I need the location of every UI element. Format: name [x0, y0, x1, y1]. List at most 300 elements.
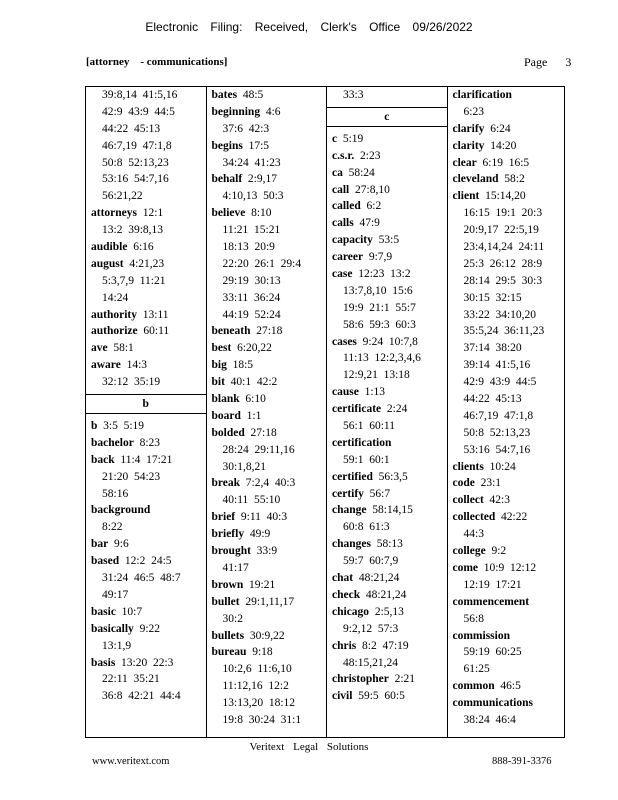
index-term: clear: [452, 156, 477, 169]
index-term: bullet: [211, 595, 240, 608]
index-term: august: [91, 257, 124, 270]
index-term: client: [452, 190, 480, 203]
index-term: best: [211, 342, 232, 355]
index-entry: [207, 577, 327, 594]
index-term: brief: [211, 511, 236, 524]
page-line-references: 35:5,24 36:11,23: [463, 325, 545, 338]
index-term: commencement: [452, 595, 530, 608]
page-line-references: 13:13,20 18:12: [222, 697, 296, 710]
index-entry: [207, 138, 327, 155]
index-entry: [448, 695, 565, 712]
page-line-references: 7:2,4 40:3: [245, 477, 296, 490]
section-letter-header: c: [327, 107, 447, 127]
word-index-table: [85, 86, 565, 738]
index-column-4: [448, 87, 565, 737]
index-entry: [86, 452, 206, 469]
index-term: based: [91, 555, 120, 568]
index-term: authority: [91, 308, 137, 321]
index-entry: [86, 418, 206, 435]
page-line-references: 58:13: [376, 538, 403, 551]
index-entry: [207, 425, 327, 442]
page-line-references: 29:19 30:13: [222, 274, 281, 287]
index-entry: [448, 594, 565, 611]
index-term: college: [452, 545, 486, 558]
page-line-references: 44:19 52:24: [222, 308, 281, 321]
page-line-references: 5:3,7,9 11:21: [102, 274, 166, 287]
index-term: career: [332, 251, 364, 264]
page-line-references: 11:12,16 12:2: [222, 680, 289, 693]
page-line-references: 23:1: [480, 477, 502, 490]
page-line-references: 30:1,8,21: [222, 460, 266, 473]
index-entry: [207, 323, 327, 340]
index-term: certificate: [332, 403, 382, 416]
index-term: change: [332, 504, 367, 517]
page-line-references: 25:3 26:12 28:9: [463, 257, 543, 270]
page-line-references: 11:21 15:21: [222, 224, 281, 237]
page-line-references: 42:9 43:9 44:5: [102, 105, 175, 118]
index-term: board: [211, 409, 241, 422]
page-line-references: 21:20 54:23: [102, 470, 161, 483]
index-entry: [448, 87, 565, 104]
index-entry: [327, 638, 447, 655]
page-line-references: 13:20 22:3: [121, 656, 174, 669]
index-entry: [448, 492, 565, 509]
index-entry: [327, 182, 447, 199]
index-term: blank: [211, 393, 240, 406]
index-entry: [207, 475, 327, 492]
page-line-references: 41:17: [222, 561, 249, 574]
index-entry: [448, 509, 565, 526]
index-entry: [86, 536, 206, 553]
index-entry: [207, 408, 327, 425]
index-entry: [327, 401, 447, 418]
page-line-references: 9:2: [491, 545, 507, 558]
index-term: bolded: [211, 426, 245, 439]
index-term: communications: [452, 697, 533, 710]
footer-phone: 888-391-3376: [492, 756, 552, 767]
index-term: common: [452, 680, 495, 693]
page-line-references: 13:7,8,10 15:6: [343, 284, 413, 297]
page-line-references: 27:18: [250, 426, 277, 439]
page-line-references: 6:23: [463, 105, 484, 118]
page-line-references: 19:21: [249, 578, 276, 591]
index-column-1: [86, 87, 207, 737]
page-line-references: 4:21,23: [129, 257, 165, 270]
index-term: c.s.r.: [332, 149, 355, 162]
index-entry: [327, 688, 447, 705]
page-line-references: 33:9: [256, 545, 278, 558]
index-term: b: [91, 420, 98, 433]
index-entry: [448, 155, 565, 172]
index-term: bit: [211, 376, 225, 389]
page-line-references: 46:5: [500, 680, 521, 693]
index-entry: [448, 678, 565, 695]
index-entry: [448, 475, 565, 492]
page-line-references: 59:19 60:25: [463, 646, 522, 659]
index-term: chris: [332, 639, 357, 652]
index-term: briefly: [211, 528, 245, 541]
index-entry: [207, 357, 327, 374]
page-line-references: 33:11 36:24: [222, 291, 281, 304]
index-entry: [86, 256, 206, 273]
index-entry: [327, 671, 447, 688]
index-entry: [86, 435, 206, 452]
index-entry: [86, 502, 206, 519]
index-entry: [448, 560, 565, 577]
page-line-references: 58:24: [348, 166, 375, 179]
page-line-references: 5:19: [342, 132, 364, 145]
index-entry: [207, 87, 327, 104]
index-entry: [327, 165, 447, 182]
index-entry: [207, 340, 327, 357]
page-line-references: 48:15,21,24: [343, 656, 398, 669]
page-line-references: 48:5: [242, 89, 264, 101]
index-range-header: [attorney - communications]: [86, 56, 228, 68]
page-line-references: 39:14 41:5,16: [463, 359, 531, 372]
page-line-references: 58:2: [504, 173, 525, 186]
page-line-references: 60:11: [143, 325, 170, 338]
page-line-references: 36:8 42:21 44:4: [102, 690, 181, 703]
index-term: bureau: [211, 646, 247, 659]
index-term: brought: [211, 545, 251, 558]
index-term: collected: [452, 511, 496, 524]
page-line-references: 30:9,22: [249, 629, 285, 642]
page-line-references: 2:9,17: [247, 173, 277, 186]
index-term: chat: [332, 572, 354, 585]
index-term: christopher: [332, 673, 389, 686]
index-entry: [448, 459, 565, 476]
index-term: break: [211, 477, 241, 490]
index-entry: [448, 628, 565, 645]
index-entry: [86, 340, 206, 357]
page-line-references: 14:24: [102, 291, 129, 304]
index-entry: [86, 323, 206, 340]
index-term: code: [452, 477, 475, 490]
page-line-references: 22:11 35:21: [102, 673, 160, 686]
page-line-references: 59:5 60:5: [358, 690, 405, 703]
page-line-references: 53:16 54:7,16: [102, 173, 169, 186]
index-entry: [327, 266, 447, 283]
page-line-references: 49:9: [249, 528, 271, 541]
page-line-references: 8:23: [139, 436, 161, 449]
index-term: chicago: [332, 605, 370, 618]
index-term: bachelor: [91, 436, 134, 449]
index-term: clients: [452, 460, 484, 473]
page-line-references: 17:5: [248, 139, 270, 152]
index-entry: [448, 121, 565, 138]
index-term: ave: [91, 342, 108, 355]
page-line-references: 46:7,19 47:1,8: [463, 409, 534, 422]
index-entry: [207, 543, 327, 560]
index-entry: [327, 215, 447, 232]
index-term: c: [332, 132, 338, 145]
page-line-references: 12:2 24:5: [124, 555, 172, 568]
page-line-references: 58:14,15: [372, 504, 413, 517]
page-line-references: 10:2,6 11:6,10: [222, 663, 292, 676]
page-line-references: 12:1: [142, 207, 164, 220]
page-line-references: 13:2 39:8,13: [102, 224, 164, 237]
page-line-references: 12:23 13:2: [358, 268, 411, 281]
index-term: calls: [332, 217, 354, 230]
index-entry: [207, 644, 327, 661]
page-line-references: 12:9,21 13:18: [343, 369, 410, 382]
page-line-references: 58:16: [102, 487, 129, 500]
page-line-references: 44:3: [463, 528, 484, 541]
index-column-2: [207, 87, 328, 737]
index-term: check: [332, 588, 361, 601]
page-line-references: 9:24 10:7,8: [362, 335, 418, 348]
page-line-references: 8:10: [251, 207, 272, 220]
index-term: background: [91, 504, 151, 517]
index-entry: [86, 205, 206, 222]
page-line-references: 10:7: [121, 605, 143, 618]
page-line-references: 37:14 38:20: [463, 342, 522, 355]
filing-stamp: Electronic Filing: Received, Clerk's Office 09/26/2022: [145, 20, 473, 34]
index-entry: [207, 594, 327, 611]
page-line-references: 50:8 52:13,23: [463, 426, 531, 439]
page-line-references: 30:2: [222, 612, 243, 625]
page-line-references: 11:4 17:21: [120, 453, 173, 466]
index-term: audible: [91, 241, 128, 254]
index-entry: [207, 509, 327, 526]
page-line-references: 34:24 41:23: [222, 156, 281, 169]
page-line-references: 31:24 46:5 48:7: [102, 572, 181, 585]
page-line-references: 14:3: [126, 359, 148, 372]
index-entry: [207, 205, 327, 222]
page-line-references: 10:9 12:12: [483, 561, 537, 574]
page-line-references: 42:22: [501, 511, 528, 524]
index-term: big: [211, 359, 227, 372]
page-line-references: 56:1 60:11: [343, 420, 395, 433]
page-line-references: 40:1 42:2: [230, 376, 278, 389]
page-line-references: 2:23: [360, 149, 381, 162]
index-term: behalf: [211, 173, 243, 186]
index-term: bar: [91, 538, 109, 551]
page-line-references: 44:22 45:13: [463, 393, 522, 406]
index-term: brown: [211, 578, 244, 591]
page-line-references: 15:14,20: [485, 190, 526, 203]
page-line-references: 29:1,11,17: [245, 595, 295, 608]
index-entry: [327, 604, 447, 621]
page-line-references: 6:19 16:5: [482, 156, 530, 169]
page-line-references: 4:6: [265, 105, 281, 118]
page-line-references: 13:11: [142, 308, 169, 321]
section-letter-header: b: [86, 394, 206, 414]
index-entry: [207, 391, 327, 408]
page-line-references: 33:22 34:10,20: [463, 308, 537, 321]
page-line-references: 56:3,5: [378, 470, 408, 483]
page-line-references: 44:22 45:13: [102, 122, 161, 135]
index-entry: [86, 655, 206, 672]
page-line-references: 6:2: [366, 200, 382, 213]
index-term: call: [332, 183, 350, 196]
page-line-references: 9:22: [139, 622, 161, 635]
index-term: certified: [332, 470, 373, 483]
index-entry: [327, 232, 447, 249]
index-term: bullets: [211, 629, 245, 642]
page-line-references: 22:20 26:1 29:4: [222, 257, 302, 270]
page-line-references: 42:3: [489, 494, 510, 507]
index-entry: [327, 502, 447, 519]
page-line-references: 53:16 54:7,16: [463, 443, 531, 456]
page-line-references: 53:5: [378, 234, 400, 247]
page-line-references: 39:8,14 41:5,16: [102, 89, 178, 101]
page-line-references: 6:20,22: [237, 342, 272, 355]
page-line-references: 37:6 42:3: [222, 122, 270, 135]
index-term: basically: [91, 622, 134, 635]
index-entry: [448, 543, 565, 560]
index-entry: [327, 334, 447, 351]
footer-website: www.veritext.com: [92, 756, 170, 767]
index-entry: [327, 587, 447, 604]
index-entry: [207, 171, 327, 188]
page-line-references: 6:10: [245, 393, 266, 406]
index-term: certification: [332, 436, 392, 449]
index-term: begins: [211, 139, 243, 152]
index-term: beginning: [211, 105, 261, 118]
page-line-references: 14:20: [490, 139, 517, 152]
page-number: Page 3: [524, 55, 572, 69]
page-line-references: 9:11 40:3: [240, 511, 288, 524]
page-line-references: 1:13: [364, 386, 386, 399]
page-line-references: 48:21,24: [358, 572, 400, 585]
page-line-references: 33:3: [343, 89, 364, 101]
page-line-references: 13:1,9: [102, 639, 132, 652]
page-line-references: 30:15 32:15: [463, 291, 522, 304]
index-term: clarify: [452, 122, 485, 135]
page-line-references: 59:1 60:1: [343, 453, 390, 466]
index-term: back: [91, 453, 115, 466]
page-line-references: 46:7,19 47:1,8: [102, 139, 172, 152]
page-line-references: 61:25: [463, 663, 490, 676]
page-line-references: 32:12 35:19: [102, 376, 161, 389]
index-entry: [327, 570, 447, 587]
page-line-references: 9:7,9: [368, 251, 393, 264]
index-term: capacity: [332, 234, 373, 247]
page-line-references: 28:14 29:5 30:3: [463, 274, 543, 287]
index-term: called: [332, 200, 361, 213]
page-line-references: 6:16: [133, 241, 154, 254]
index-entry: [448, 138, 565, 155]
index-term: civil: [332, 690, 353, 703]
page-line-references: 38:24 46:4: [463, 713, 516, 726]
index-term: basic: [91, 605, 116, 618]
index-entry: [207, 526, 327, 543]
index-term: basis: [91, 656, 116, 669]
index-entry: [86, 604, 206, 621]
page-line-references: 56:7: [369, 487, 391, 500]
index-term: aware: [91, 359, 121, 372]
footer-company: Veritext Legal Solutions: [249, 741, 369, 753]
page-line-references: 8:22: [102, 521, 123, 534]
page-line-references: 9:6: [114, 538, 129, 551]
page-line-references: 19:8 30:24 31:1: [222, 713, 302, 726]
page-line-references: 10:24: [489, 460, 516, 473]
index-term: case: [332, 268, 353, 281]
page-line-references: 47:9: [359, 217, 380, 230]
index-entry: [86, 553, 206, 570]
page-line-references: 27:18: [256, 325, 283, 338]
page-line-references: 56:8: [463, 612, 484, 625]
page-line-references: 12:19 17:21: [463, 578, 522, 591]
index-entry: [448, 171, 565, 188]
index-entry: [327, 435, 447, 452]
index-entry: [327, 131, 447, 148]
index-term: attorneys: [91, 207, 137, 220]
index-entry: [448, 188, 565, 205]
page-line-references: 28:24 29:11,16: [222, 443, 295, 456]
index-entry: [327, 536, 447, 553]
index-entry: [327, 249, 447, 266]
page-line-references: 6:24: [490, 122, 511, 135]
index-entry: [327, 148, 447, 165]
page-line-references: 18:13 20:9: [222, 241, 275, 254]
index-entry: [207, 628, 327, 645]
page-line-references: 56:21,22: [102, 190, 143, 203]
index-term: collect: [452, 494, 484, 507]
index-term: beneath: [211, 325, 251, 338]
page-line-references: 11:13 12:2,3,4,6: [343, 352, 421, 365]
index-entry: [327, 198, 447, 215]
index-term: commission: [452, 629, 510, 642]
page-line-references: 2:5,13: [374, 605, 404, 618]
page-line-references: 4:10,13 50:3: [222, 190, 284, 203]
index-term: cases: [332, 335, 357, 348]
index-term: come: [452, 561, 479, 574]
index-entry: [86, 621, 206, 638]
page-line-references: 27:8,10: [355, 183, 390, 196]
index-term: believe: [211, 207, 246, 220]
index-term: ca: [332, 166, 343, 179]
page-line-references: 58:6 59:3 60:3: [343, 318, 416, 331]
index-entry: [327, 384, 447, 401]
index-term: certify: [332, 487, 364, 500]
page-line-references: 8:2 47:19: [362, 639, 409, 652]
index-term: bates: [211, 89, 238, 101]
index-term: cause: [332, 386, 359, 399]
index-term: clarity: [452, 139, 485, 152]
page-line-references: 48:21,24: [365, 588, 407, 601]
page-line-references: 2:21: [394, 673, 416, 686]
page-line-references: 20:9,17 22:5,19: [463, 224, 539, 237]
index-entry: [86, 307, 206, 324]
page-line-references: 9:18: [252, 646, 273, 659]
page-line-references: 16:15 19:1 20:3: [463, 207, 543, 220]
page-line-references: 40:11 55:10: [222, 494, 281, 507]
page-line-references: 58:1: [113, 342, 134, 355]
index-term: cleveland: [452, 173, 499, 186]
page-line-references: 3:5 5:19: [103, 420, 145, 433]
page-line-references: 19:9 21:1 55:7: [343, 301, 416, 314]
page-line-references: 18:5: [232, 359, 254, 372]
index-entry: [327, 469, 447, 486]
page-line-references: 50:8 52:13,23: [102, 156, 169, 169]
index-entry: [86, 239, 206, 256]
index-term: clarification: [452, 89, 512, 101]
page-line-references: 2:24: [386, 403, 408, 416]
index-column-3: [327, 87, 448, 737]
index-entry: [207, 104, 327, 121]
page-line-references: 9:2,12 57:3: [343, 622, 399, 635]
page-line-references: 49:17: [102, 588, 129, 601]
page-line-references: 1:1: [246, 409, 262, 422]
index-entry: [86, 357, 206, 374]
index-entry: [327, 486, 447, 503]
page-line-references: 60:8 61:3: [343, 521, 390, 534]
page-line-references: 42:9 43:9 44:5: [463, 376, 537, 389]
index-term: authorize: [91, 325, 138, 338]
page-line-references: 23:4,14,24 24:11: [463, 241, 545, 254]
